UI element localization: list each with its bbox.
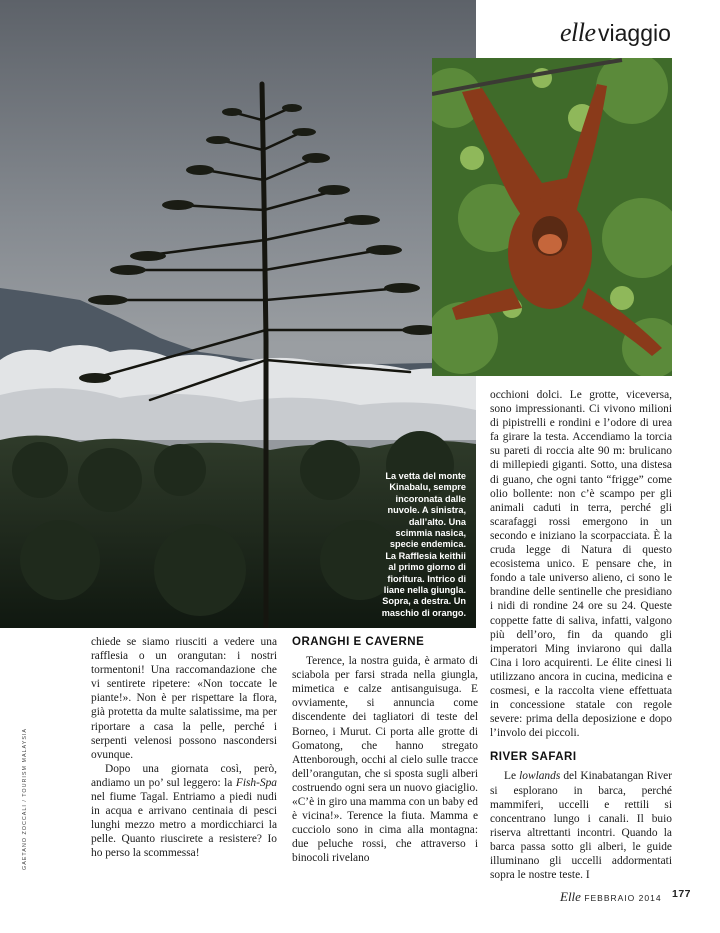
section-title: viaggio <box>598 20 671 46</box>
subheading: RIVER SAFARI <box>490 751 577 764</box>
emphasis: Fish-Spa <box>235 776 277 789</box>
paragraph: Terence, la nostra guida, è armato di sciabola per farsi strada nella giungla, mimetica e calze antisanguisuga. E ovviamente, si annuncia come discendente dei tagliatori di teste del Borneo, i Murut. Ci porta alle grotte di Gomatong, che hanno stregato Attenborough, occhi al cielo sulle tracce dell’orangutan, che si sposta sugli alberi costruendo ogni sera un nuovo giaciglio. «C’è in giro una mamma con un baby ed è vicina!». Terence la fiuta. Mamma e cucciolo sono in cima alla montagna: due peluche rossi, che attraverso i binocoli rivelano <box>292 655 478 865</box>
paragraph: occhioni dolci. Le grotte, viceversa, sono impressionanti. Ci vivono milioni di pipistrelli e rondini e l’odore di urea fa girare la testa. Accendiamo la torcia su pareti di roccia alte 90 m: brulicano di millepiedi giganti. Sotto, una distesa di guano, che ogni tanto “frigge” come olio bollente: non c’è scampo per gli animali caduti in terra, perché gli scarafaggi rossi emergono in un secondo e iniziano la scorpacciata. È la cruda legge di Natura di questo ecosistema unico. E pensare che, in fondo a tale universo alieno, ci sono le brandine delle sentinelle che presidiano i nidi di rondine 24 ore su 24. Queste coppette fatte di saliva, infatti, valgono più dell’oro, fin da quando gli imperatori Ming inviarono qui dalla Cina i loro acquirenti. Le élite cinesi li utilizzano ancora in cucina, medicina e cosmesi, e la raccolta viene effettuata in concessione statale con regole severe: prima della deposizione e dopo l’involo dei piccoli. <box>490 389 672 740</box>
subheading: ORANGHI E CAVERNE <box>292 636 425 648</box>
page-number: 177 <box>672 888 692 900</box>
brand-logo: elle <box>560 18 596 47</box>
emphasis: lowlands <box>519 770 561 783</box>
paragraph <box>91 762 277 861</box>
paragraph: chiede se siamo riusciti a vedere una rafflesia o un orangutan: i nostri tormentoni! Una raccomandazione che vi sentirete ripetere: «Non toccate le piante!». Non è per rispettare la flora, già protetta da multe salatissime, ma per riportare a casa la pelle, perché i serpenti velenosi possono nascondersi ovunque. <box>91 636 277 761</box>
text-column-1 <box>91 635 277 861</box>
paragraph <box>490 769 672 882</box>
footer-brand: Elle <box>560 889 581 904</box>
section-header <box>476 0 720 58</box>
text-column-3 <box>490 388 672 882</box>
text-run: nel fiume Tagal. Entriamo a piedi nudi in acqua e arrivano centinaia di pesci lunghi mezzo metro a mordicchiarci la pelle. Quanto riuscirete a resistere? Io ho perso la scommessa! <box>91 791 277 860</box>
issue-date: FEBBRAIO 2014 <box>584 893 662 903</box>
page-footer <box>560 888 692 905</box>
text-run: Le <box>504 770 520 783</box>
text-column-2 <box>292 635 478 866</box>
photo-credit: GAETANO ZOCCALI / TOURISM MALAYSIA <box>22 727 28 870</box>
photo-caption: La vetta del monte Kinabalu, sempre incoronata dalle nuvole. A sinistra, dall’alto. Una scimmia nasica, specie endemica. La Rafflesia keithii al primo giorno di fioritura. Intrico di liane nella giungla. Sopra, a destra. Un maschio di orango. <box>381 471 466 618</box>
orangutan-photo <box>432 58 672 376</box>
text-run: del Kinabatangan River si esplorano in barca, perché mammiferi, uccelli e rettili si concentrano lungo i canali. Il buio riserva altrettanti incontri. Quando la barca passa sotto gli alberi, le guide illuminano gli uccelli addormentati sopra le nostre teste. I <box>490 770 672 882</box>
text-run: Dopo una giornata così, però, andiamo un po’ sul leggero: la <box>91 762 277 789</box>
